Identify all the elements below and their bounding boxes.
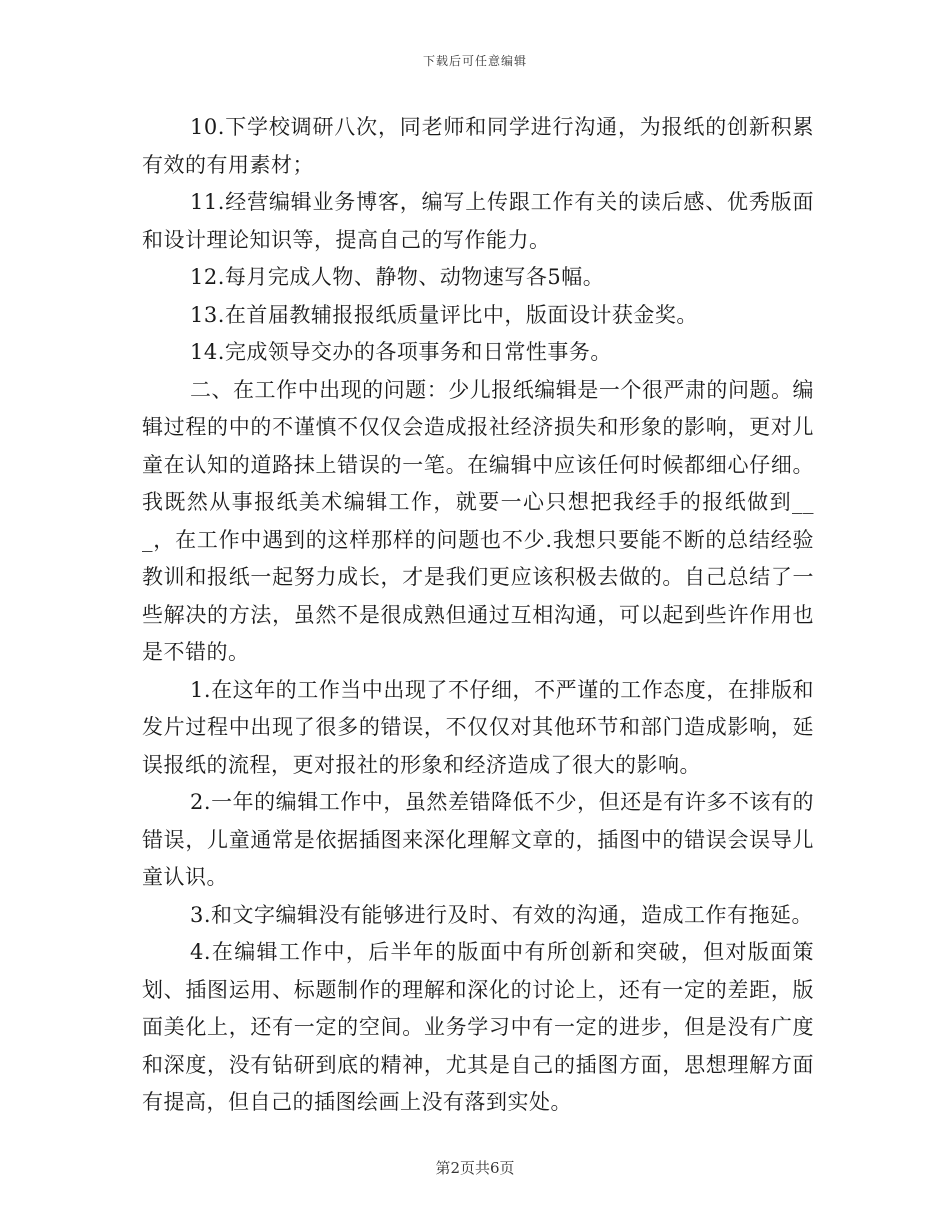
paragraph-item-10: 10.下学校调研八次，同老师和同学进行沟通，为报纸的创新积累有效的有用素材； <box>142 115 814 177</box>
paragraph-problem-4: 4.在编辑工作中，后半年的版面中有所创新和突破，但对版面策划、插图运用、标题制作的理解和深化的讨论上，还有一定的差距，版面美化上，还有一定的空间。业务学习中有一定的进步，但是没有广度和深度，没有钻研到底的精神，尤其是自己的插图方面，思想理解方面有提高，但自己的插图绘画上没有落到实处。 <box>142 940 814 1114</box>
paragraph-item-11: 11.经营编辑业务博客，编写上传跟工作有关的读后感、优秀版面和设计理论知识等，提高自己的写作能力。 <box>142 190 814 252</box>
paragraph-problem-2: 2.一年的编辑工作中，虽然差错降低不少，但还是有许多不该有的错误，儿童通常是依据插图来深化理解文章的，插图中的错误会误导儿童认识。 <box>142 790 814 889</box>
header-note: 下载后可任意编辑 <box>422 54 527 68</box>
paragraph-problem-1: 1.在这年的工作当中出现了不仔细，不严谨的工作态度，在排版和发片过程中出现了很多的错误，不仅仅对其他环节和部门造成影响，延误报纸的流程，更对报社的形象和经济造成了很大的影响。 <box>142 677 814 777</box>
paragraph-section-problems: 二、在工作中出现的问题：少儿报纸编辑是一个很严肃的问题。编辑过程的中的不谨慎不仅仅会造成报社经济损失和形象的影响，更对儿童在认知的道路抹上错误的一笔。在编辑中应该任何时候都细心仔细。我既然从事报纸美术编辑工作，就要一心只想把我经手的报纸做到___，在工作中遇到的这样那样的问题也不少.我想只要能不断的总结经验教训和报纸一起努力成长，才是我们更应该积极去做的。自己总结了一些解决的方法，虽然不是很成熟但通过互相沟通，可以起到些许作用也是不错的。 <box>142 377 814 664</box>
paragraph-item-14: 14.完成领导交办的各项事务和日常性事务。 <box>190 340 612 364</box>
page-number: 第2页共6页 <box>435 1159 515 1177</box>
paragraph-problem-3: 3.和文字编辑没有能够进行及时、有效的沟通，造成工作有拖延。 <box>190 902 814 927</box>
paragraph-item-13: 13.在首届教辅报报纸质量评比中，版面设计获金奖。 <box>190 302 698 327</box>
paragraph-item-12: 12.每月完成人物、静物、动物速写各5幅。 <box>190 265 605 289</box>
document-body <box>142 109 814 1122</box>
